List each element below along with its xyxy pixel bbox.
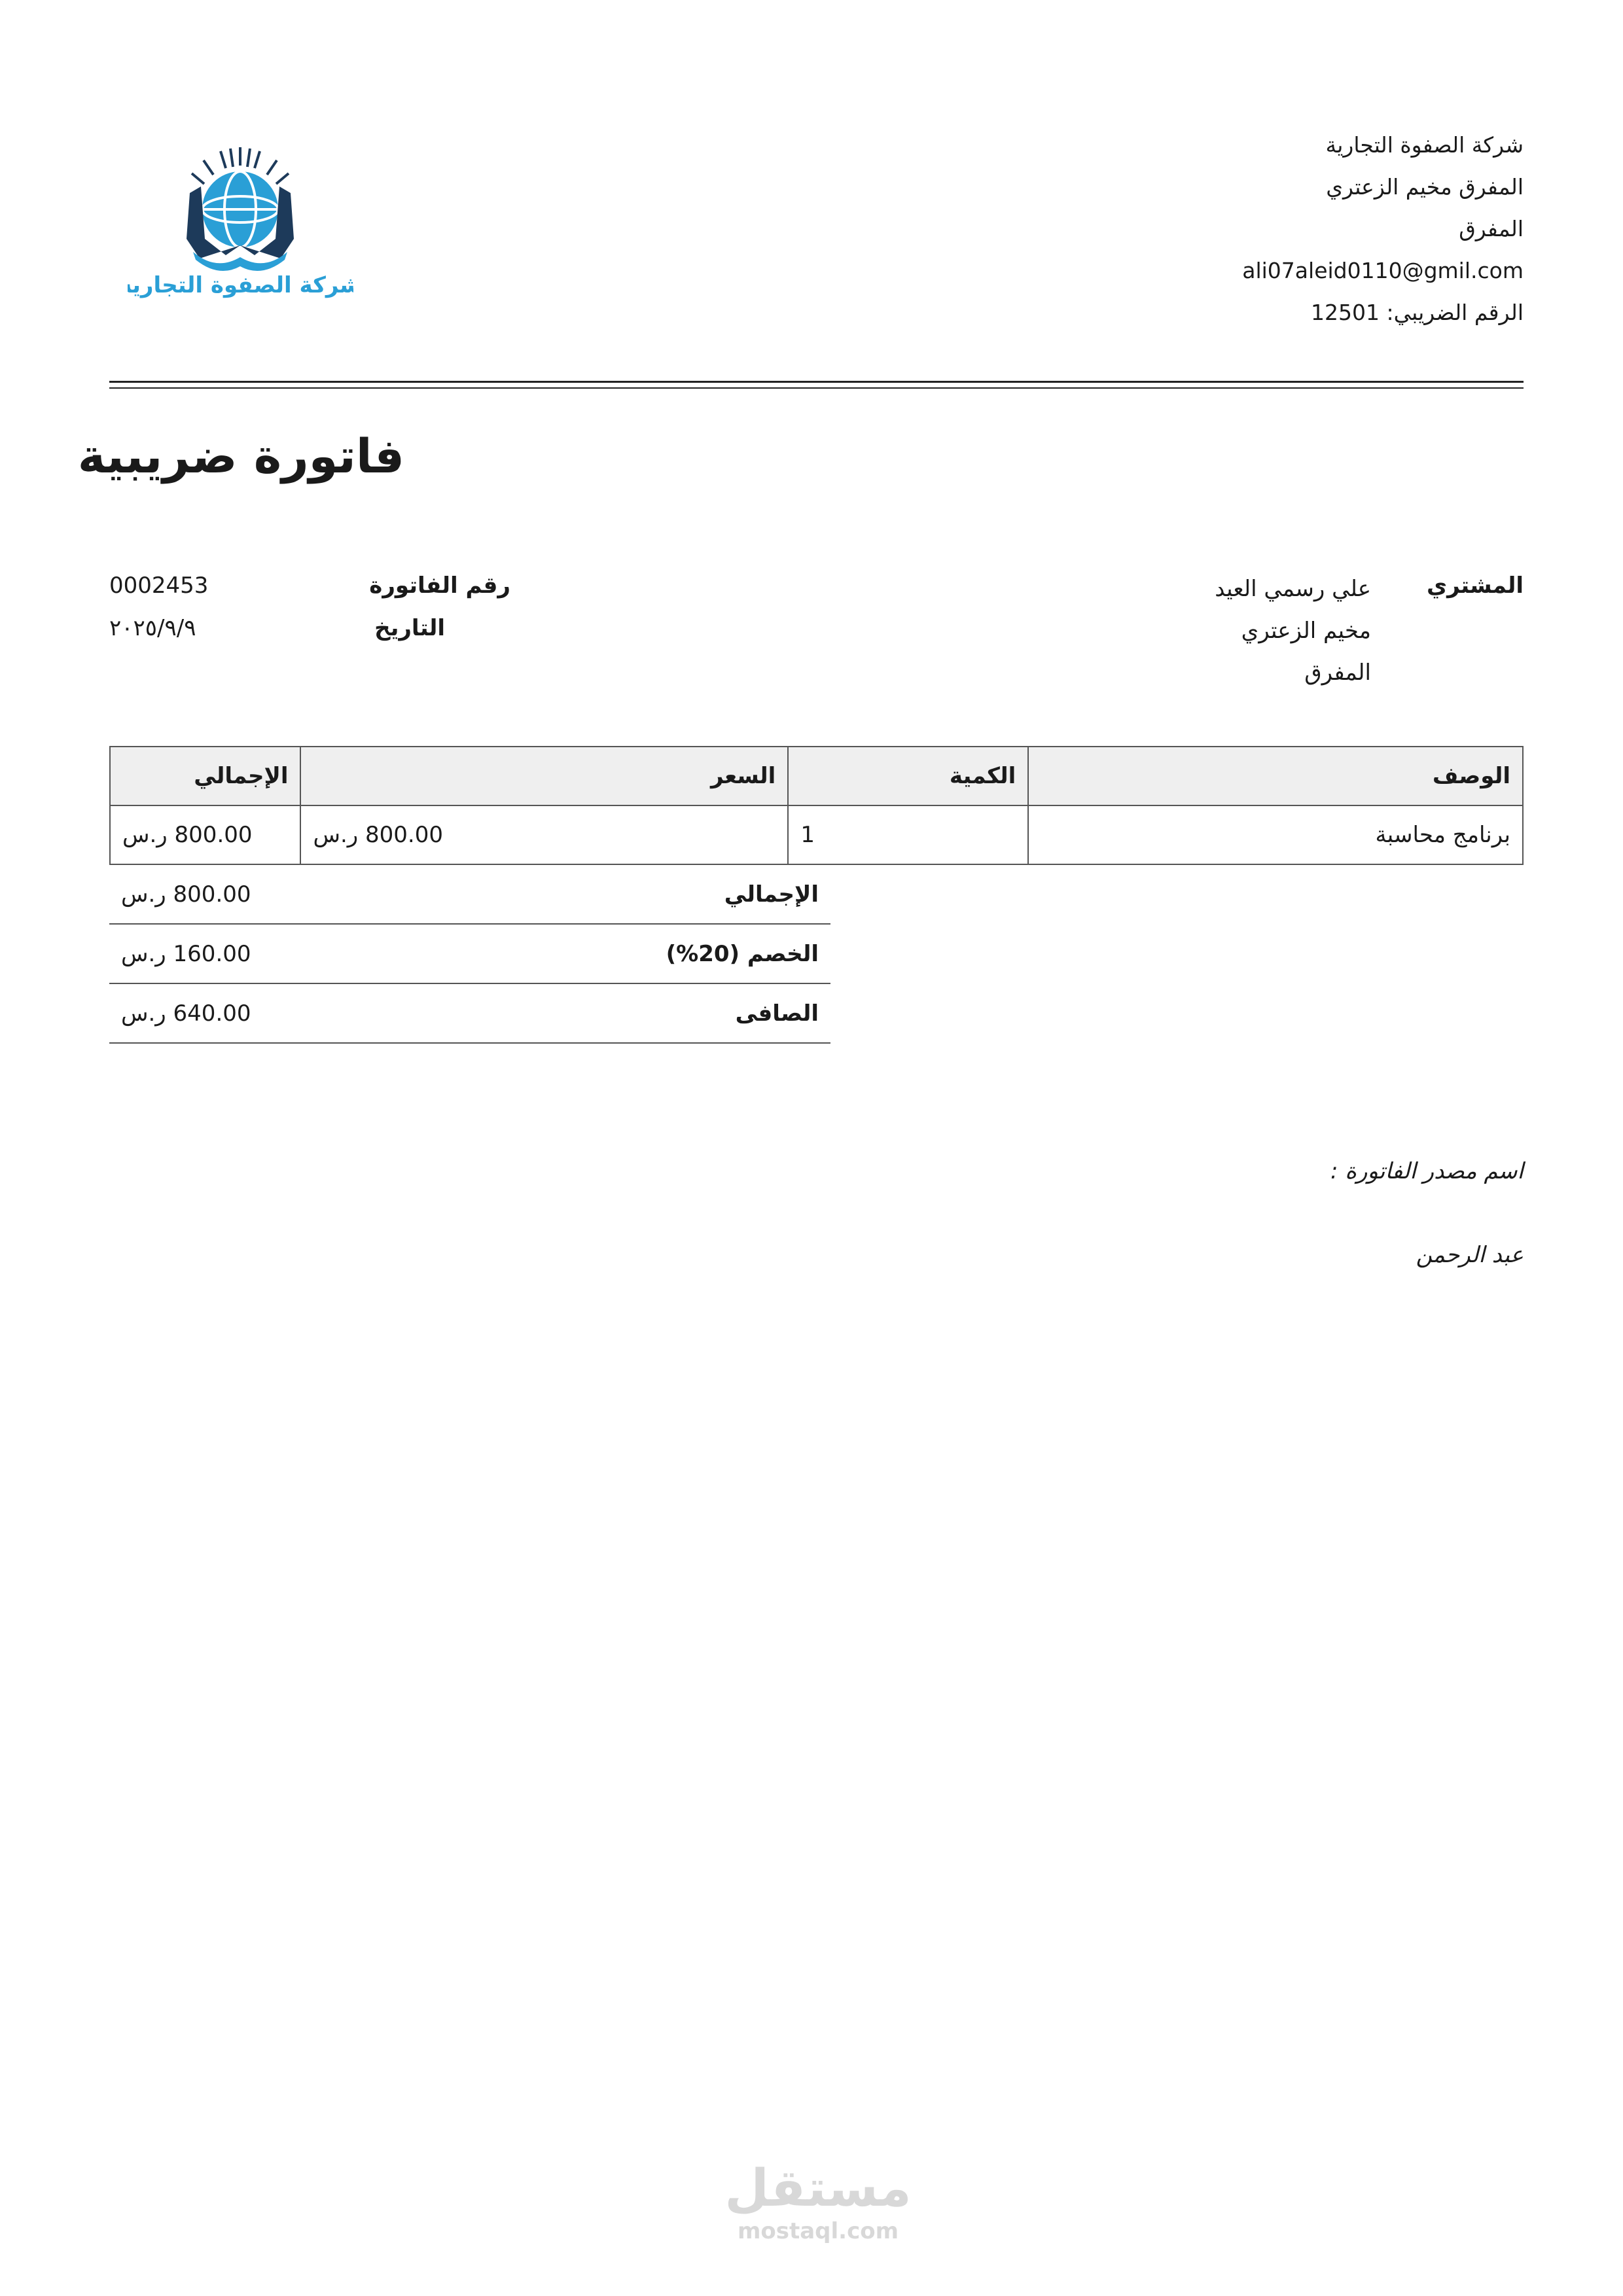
totals-table [109, 865, 830, 1044]
column-header-description: الوصف [1028, 747, 1523, 805]
subtotal-value: 800.00 ر.س [109, 865, 342, 924]
company-city: المفرق [1459, 216, 1524, 241]
buyer-name: علي رسمي العيد [1215, 576, 1371, 602]
company-address: المفرق مخيم الزعتري [1326, 174, 1524, 200]
company-tax-number: الرقم الضريبي: 12501 [1311, 300, 1524, 325]
table-row [110, 805, 1523, 864]
item-price: 800.00 ر.س [300, 805, 788, 864]
header-divider [109, 381, 1524, 383]
invoice-date: ٢٠٢٥/٩/٩ [109, 615, 196, 641]
buyer-city: المفرق [1304, 660, 1371, 686]
discount-value: 160.00 ر.س [109, 924, 342, 983]
discount-label: الخصم (20%) [597, 924, 830, 983]
buyer-details [1215, 568, 1371, 694]
issuer-label: اسم مصدر الفاتورة : [1330, 1158, 1524, 1184]
column-header-quantity: الكمية [788, 747, 1028, 805]
subtotal-row [109, 865, 830, 924]
watermark-arabic: مستقل [724, 2159, 912, 2218]
invoice-number-label: رقم الفاتورة [369, 573, 510, 599]
item-quantity: 1 [788, 805, 1028, 864]
buyer-label: المشتري [1426, 573, 1524, 599]
header-divider-thin [109, 387, 1524, 389]
company-name: شركة الصفوة التجارية [1325, 132, 1524, 158]
invoice-number: 0002453 [109, 573, 209, 599]
discount-row [109, 924, 830, 983]
item-total: 800.00 ر.س [110, 805, 300, 864]
company-info [935, 124, 1524, 334]
watermark [717, 2159, 919, 2244]
net-total-row [109, 983, 830, 1043]
item-description: برنامج محاسبة [1028, 805, 1523, 864]
column-header-price: السعر [300, 747, 788, 805]
net-total-value: 640.00 ر.س [109, 983, 342, 1043]
watermark-latin: mostaql.com [737, 2218, 899, 2244]
company-email: ali07aleid0110@gmil.com [1242, 258, 1524, 283]
globe-hands-icon [128, 141, 353, 304]
items-table [109, 746, 1524, 865]
company-logo [128, 141, 353, 304]
page-title: فاتورة ضريبية [77, 429, 404, 484]
buyer-address: مخيم الزعتري [1241, 618, 1371, 644]
column-header-total: الإجمالي [110, 747, 300, 805]
issuer-name: عبد الرحمن [1416, 1242, 1524, 1268]
net-total-label: الصافى [597, 983, 830, 1043]
subtotal-label: الإجمالي [597, 865, 830, 924]
invoice-date-label: التاريخ [374, 615, 445, 641]
logo-text: شركة الصفوة التجارية [128, 272, 353, 298]
table-header-row [110, 747, 1523, 805]
